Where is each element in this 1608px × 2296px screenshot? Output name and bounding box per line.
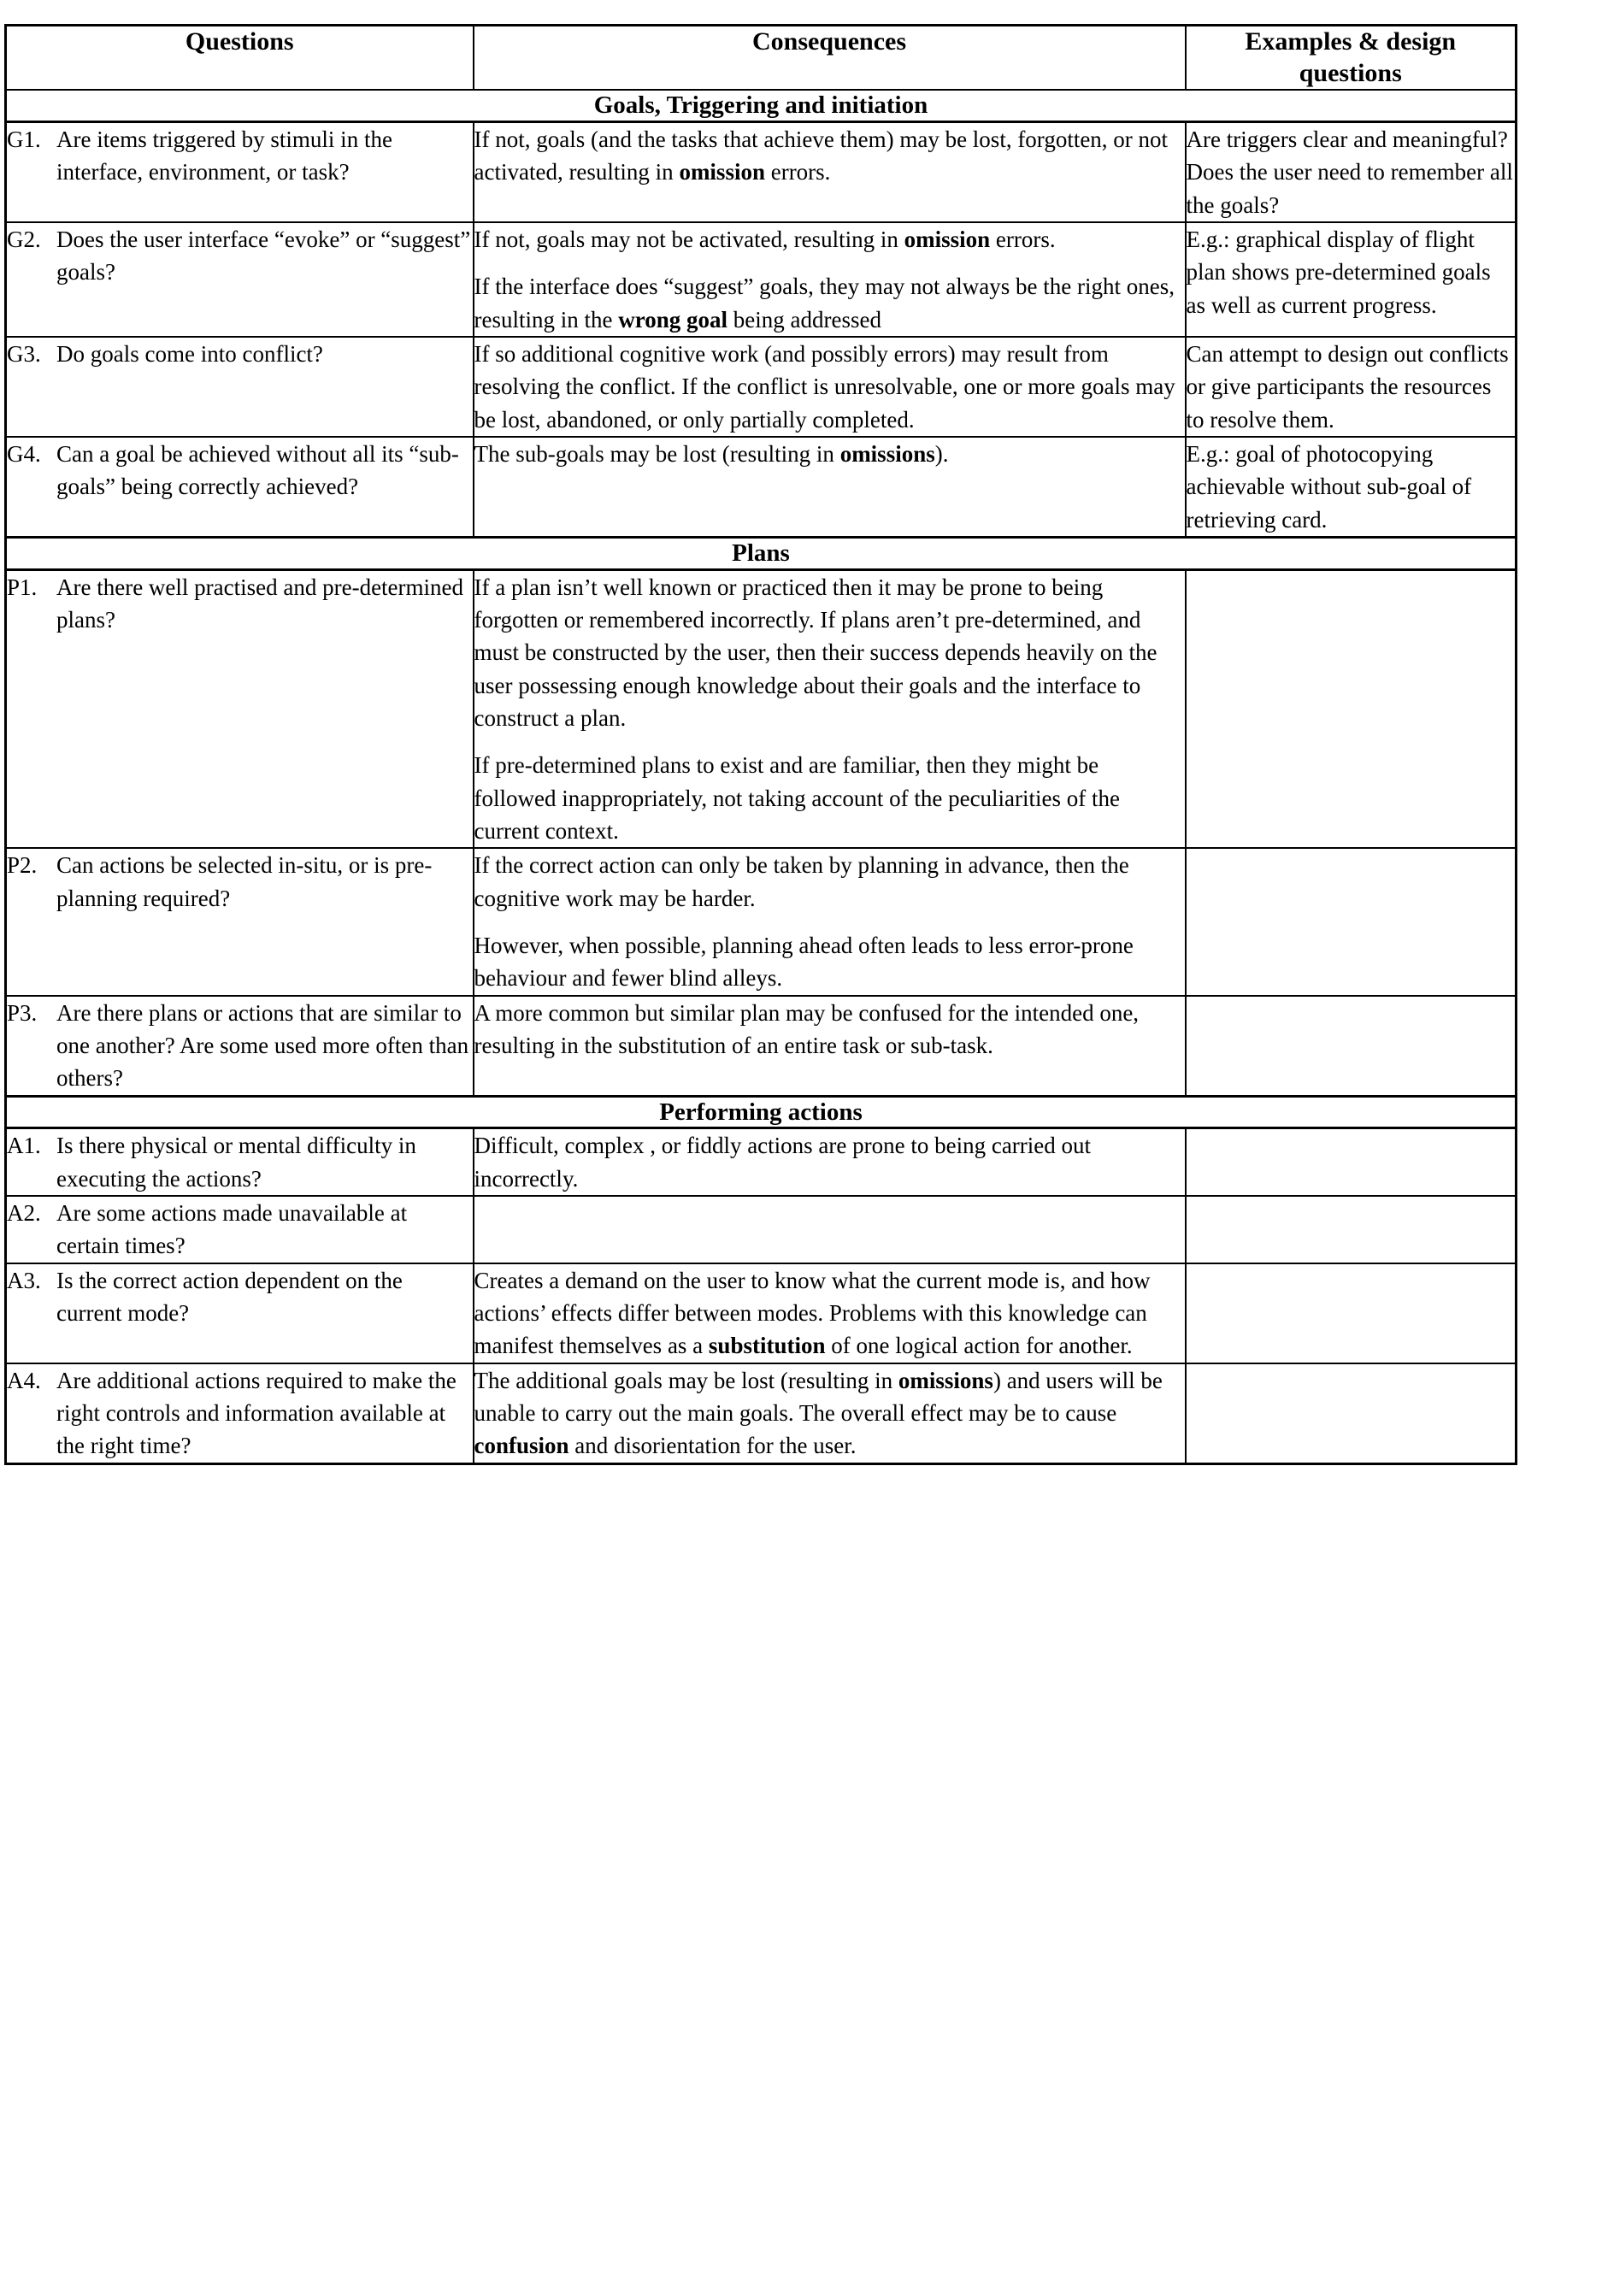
question-id: A3.	[7, 1267, 41, 1293]
consequence-paragraph	[474, 1364, 1185, 1463]
column-header-questions-label: Questions	[185, 27, 294, 56]
table-row	[6, 1363, 1517, 1463]
text-run: A more common but similar plan may be confused for the intended one, resulting in the substitution of an entire task or sub-task.	[474, 999, 1140, 1058]
consequence-paragraph	[474, 123, 1185, 189]
example-text: E.g.: goal of photocopying achievable without sub-goal of retrieving card.	[1186, 440, 1472, 533]
text-run: If so additional cognitive work (and possibly errors) may result from resolving the conflict. If the conflict is unresolvable, one or more goals may be lost, abandoned, or only partially completed.	[474, 340, 1175, 433]
examples-cell	[1186, 437, 1517, 537]
consequences-cell-empty	[474, 1196, 1186, 1263]
example-text: Can attempt to design out conflicts or give participants the resources to resolve them.	[1186, 340, 1509, 433]
consequence-paragraph	[474, 338, 1185, 436]
question-cell	[6, 337, 474, 437]
table-row	[6, 1196, 1517, 1263]
question-text: Can actions be selected in-situ, or is pre-planning required?	[56, 852, 433, 911]
example-text: E.g.: graphical display of flight plan shows pre-determined goals as well as current progress.	[1186, 226, 1491, 318]
text-run: and disorientation for the user.	[568, 1433, 857, 1459]
consequences-cell	[474, 222, 1186, 337]
question-text: Is the correct action dependent on the current mode?	[56, 1267, 403, 1327]
error-analysis-table	[4, 24, 1517, 1465]
table-row	[6, 848, 1517, 995]
consequences-cell	[474, 1128, 1186, 1196]
table-row	[6, 1263, 1517, 1363]
emphasis-term: substitution	[708, 1333, 826, 1359]
section-header-row	[6, 90, 1517, 121]
question-cell	[6, 1363, 474, 1463]
example-text: Are triggers clear and meaningful? Does the user need to remember all the goals?	[1186, 126, 1513, 218]
examples-cell	[1186, 222, 1517, 337]
consequence-paragraph	[474, 749, 1185, 847]
question-id: P2.	[7, 852, 38, 879]
text-run: ).	[934, 440, 949, 467]
text-run: being addressed	[727, 306, 881, 333]
examples-cell-empty	[1186, 1363, 1517, 1463]
consequence-paragraph	[474, 1129, 1185, 1195]
section-title: Plans	[6, 537, 1517, 569]
question-text: Can a goal be achieved without all its “sub-goals” being correctly achieved?	[56, 440, 459, 500]
question-cell	[6, 1128, 474, 1196]
table-row	[6, 569, 1517, 848]
question-id: A4.	[7, 1367, 41, 1393]
question-cell	[6, 437, 474, 537]
table-row	[6, 337, 1517, 437]
question-id: P1.	[7, 574, 38, 600]
column-header-examples-line2: questions	[1299, 58, 1402, 87]
section-header-row	[6, 537, 1517, 569]
text-run: If the interface does “suggest” goals, they may not always be the right ones, resulting in the	[474, 274, 1175, 333]
text-run: of one logical action for another.	[825, 1333, 1133, 1359]
question-cell	[6, 1263, 474, 1363]
consequence-paragraph	[474, 223, 1185, 256]
consequences-cell	[474, 996, 1186, 1096]
consequence-paragraph	[474, 1264, 1185, 1363]
column-header-examples	[1186, 26, 1517, 91]
examples-cell-empty	[1186, 569, 1517, 848]
text-run: errors.	[990, 226, 1056, 252]
emphasis-term: wrong goal	[618, 306, 727, 333]
examples-cell-empty	[1186, 1263, 1517, 1363]
consequences-cell	[474, 121, 1186, 221]
table-row	[6, 222, 1517, 337]
table-row	[6, 121, 1517, 221]
examples-cell-empty	[1186, 848, 1517, 995]
examples-cell	[1186, 121, 1517, 221]
question-text: Are there plans or actions that are similar to one another? Are some used more often than others?	[56, 999, 469, 1092]
question-text: Is there physical or mental difficulty in executing the actions?	[56, 1133, 416, 1192]
consequence-paragraph	[474, 849, 1185, 915]
question-text: Does the user interface “evoke” or “suggest” goals?	[56, 226, 471, 286]
question-text: Are items triggered by stimuli in the interface, environment, or task?	[56, 126, 392, 185]
text-run: However, when possible, planning ahead often leads to less error-prone behaviour and fewer blind alleys.	[474, 933, 1134, 992]
question-cell	[6, 569, 474, 848]
table-body	[6, 90, 1517, 1463]
question-id: G2.	[7, 226, 41, 252]
question-cell	[6, 1196, 474, 1263]
consequences-cell	[474, 1363, 1186, 1463]
consequences-cell	[474, 569, 1186, 848]
consequences-cell	[474, 848, 1186, 995]
question-id: P3.	[7, 999, 38, 1026]
emphasis-term: omission	[679, 159, 765, 185]
text-run: errors.	[764, 159, 831, 185]
table-row	[6, 437, 1517, 537]
question-id: G4.	[7, 440, 41, 467]
section-header-row	[6, 1096, 1517, 1128]
text-run: ) and users will be unable to carry out the main goals. The overall effect may be to cause	[474, 1367, 1163, 1427]
consequence-paragraph	[474, 929, 1185, 995]
examples-cell-empty	[1186, 996, 1517, 1096]
consequence-paragraph	[474, 571, 1185, 735]
emphasis-term: confusion	[474, 1433, 569, 1459]
question-id: G3.	[7, 340, 41, 367]
question-cell	[6, 121, 474, 221]
question-text: Are additional actions required to make the right controls and information available at the right time?	[56, 1367, 456, 1459]
consequence-paragraph	[474, 270, 1185, 336]
consequence-paragraph	[474, 438, 1185, 470]
text-run: The sub-goals may be lost (resulting in	[474, 440, 840, 467]
column-header-examples-line1: Examples & design	[1245, 27, 1457, 56]
text-run: If not, goals (and the tasks that achieve them) may be lost, forgotten, or not activated, resulting in	[474, 126, 1169, 185]
question-id: G1.	[7, 126, 41, 152]
consequences-cell	[474, 337, 1186, 437]
question-text: Do goals come into conflict?	[56, 340, 323, 367]
section-title: Goals, Triggering and initiation	[6, 90, 1517, 121]
examples-cell-empty	[1186, 1196, 1517, 1263]
question-text: Are some actions made unavailable at certain times?	[56, 1200, 408, 1259]
table-row	[6, 996, 1517, 1096]
emphasis-term: omissions	[898, 1367, 993, 1393]
question-id: A1.	[7, 1133, 41, 1159]
emphasis-term: omissions	[839, 440, 935, 467]
examples-cell	[1186, 337, 1517, 437]
question-cell	[6, 222, 474, 337]
column-header-consequences-label: Consequences	[751, 27, 906, 56]
table-row	[6, 1128, 1517, 1196]
question-cell	[6, 848, 474, 995]
column-header-questions	[6, 26, 474, 91]
text-run: If not, goals may not be activated, resulting in	[474, 226, 904, 252]
header-row	[6, 26, 1517, 91]
text-run: If pre-determined plans to exist and are familiar, then they might be followed inappropriately, not taking account of the peculiarities of the current context.	[474, 752, 1120, 845]
column-header-consequences	[474, 26, 1186, 91]
consequence-paragraph	[474, 997, 1185, 1063]
question-text: Are there well practised and pre-determined plans?	[56, 574, 464, 633]
question-cell	[6, 996, 474, 1096]
question-id: A2.	[7, 1200, 41, 1227]
text-run: Difficult, complex , or fiddly actions are prone to being carried out incorrectly.	[474, 1133, 1092, 1192]
emphasis-term: omission	[904, 226, 991, 252]
consequences-cell	[474, 1263, 1186, 1363]
text-run: If the correct action can only be taken by planning in advance, then the cognitive work may be harder.	[474, 852, 1129, 911]
table-header	[6, 26, 1517, 91]
text-run: The additional goals may be lost (resulting in	[474, 1367, 898, 1393]
examples-cell-empty	[1186, 1128, 1517, 1196]
consequences-cell	[474, 437, 1186, 537]
text-run: If a plan isn’t well known or practiced then it may be prone to being forgotten or remembered incorrectly. If plans aren’t pre-determined, and must be constructed by the user, then their success depends heavily on the user possessing enough knowledge about their goals and the interface to construct a plan.	[474, 574, 1157, 732]
section-title: Performing actions	[6, 1096, 1517, 1128]
text-run: Creates a demand on the user to know what the current mode is, and how actions’ effects differ between modes. Problems with this knowledge can manifest themselves as a	[474, 1267, 1151, 1359]
